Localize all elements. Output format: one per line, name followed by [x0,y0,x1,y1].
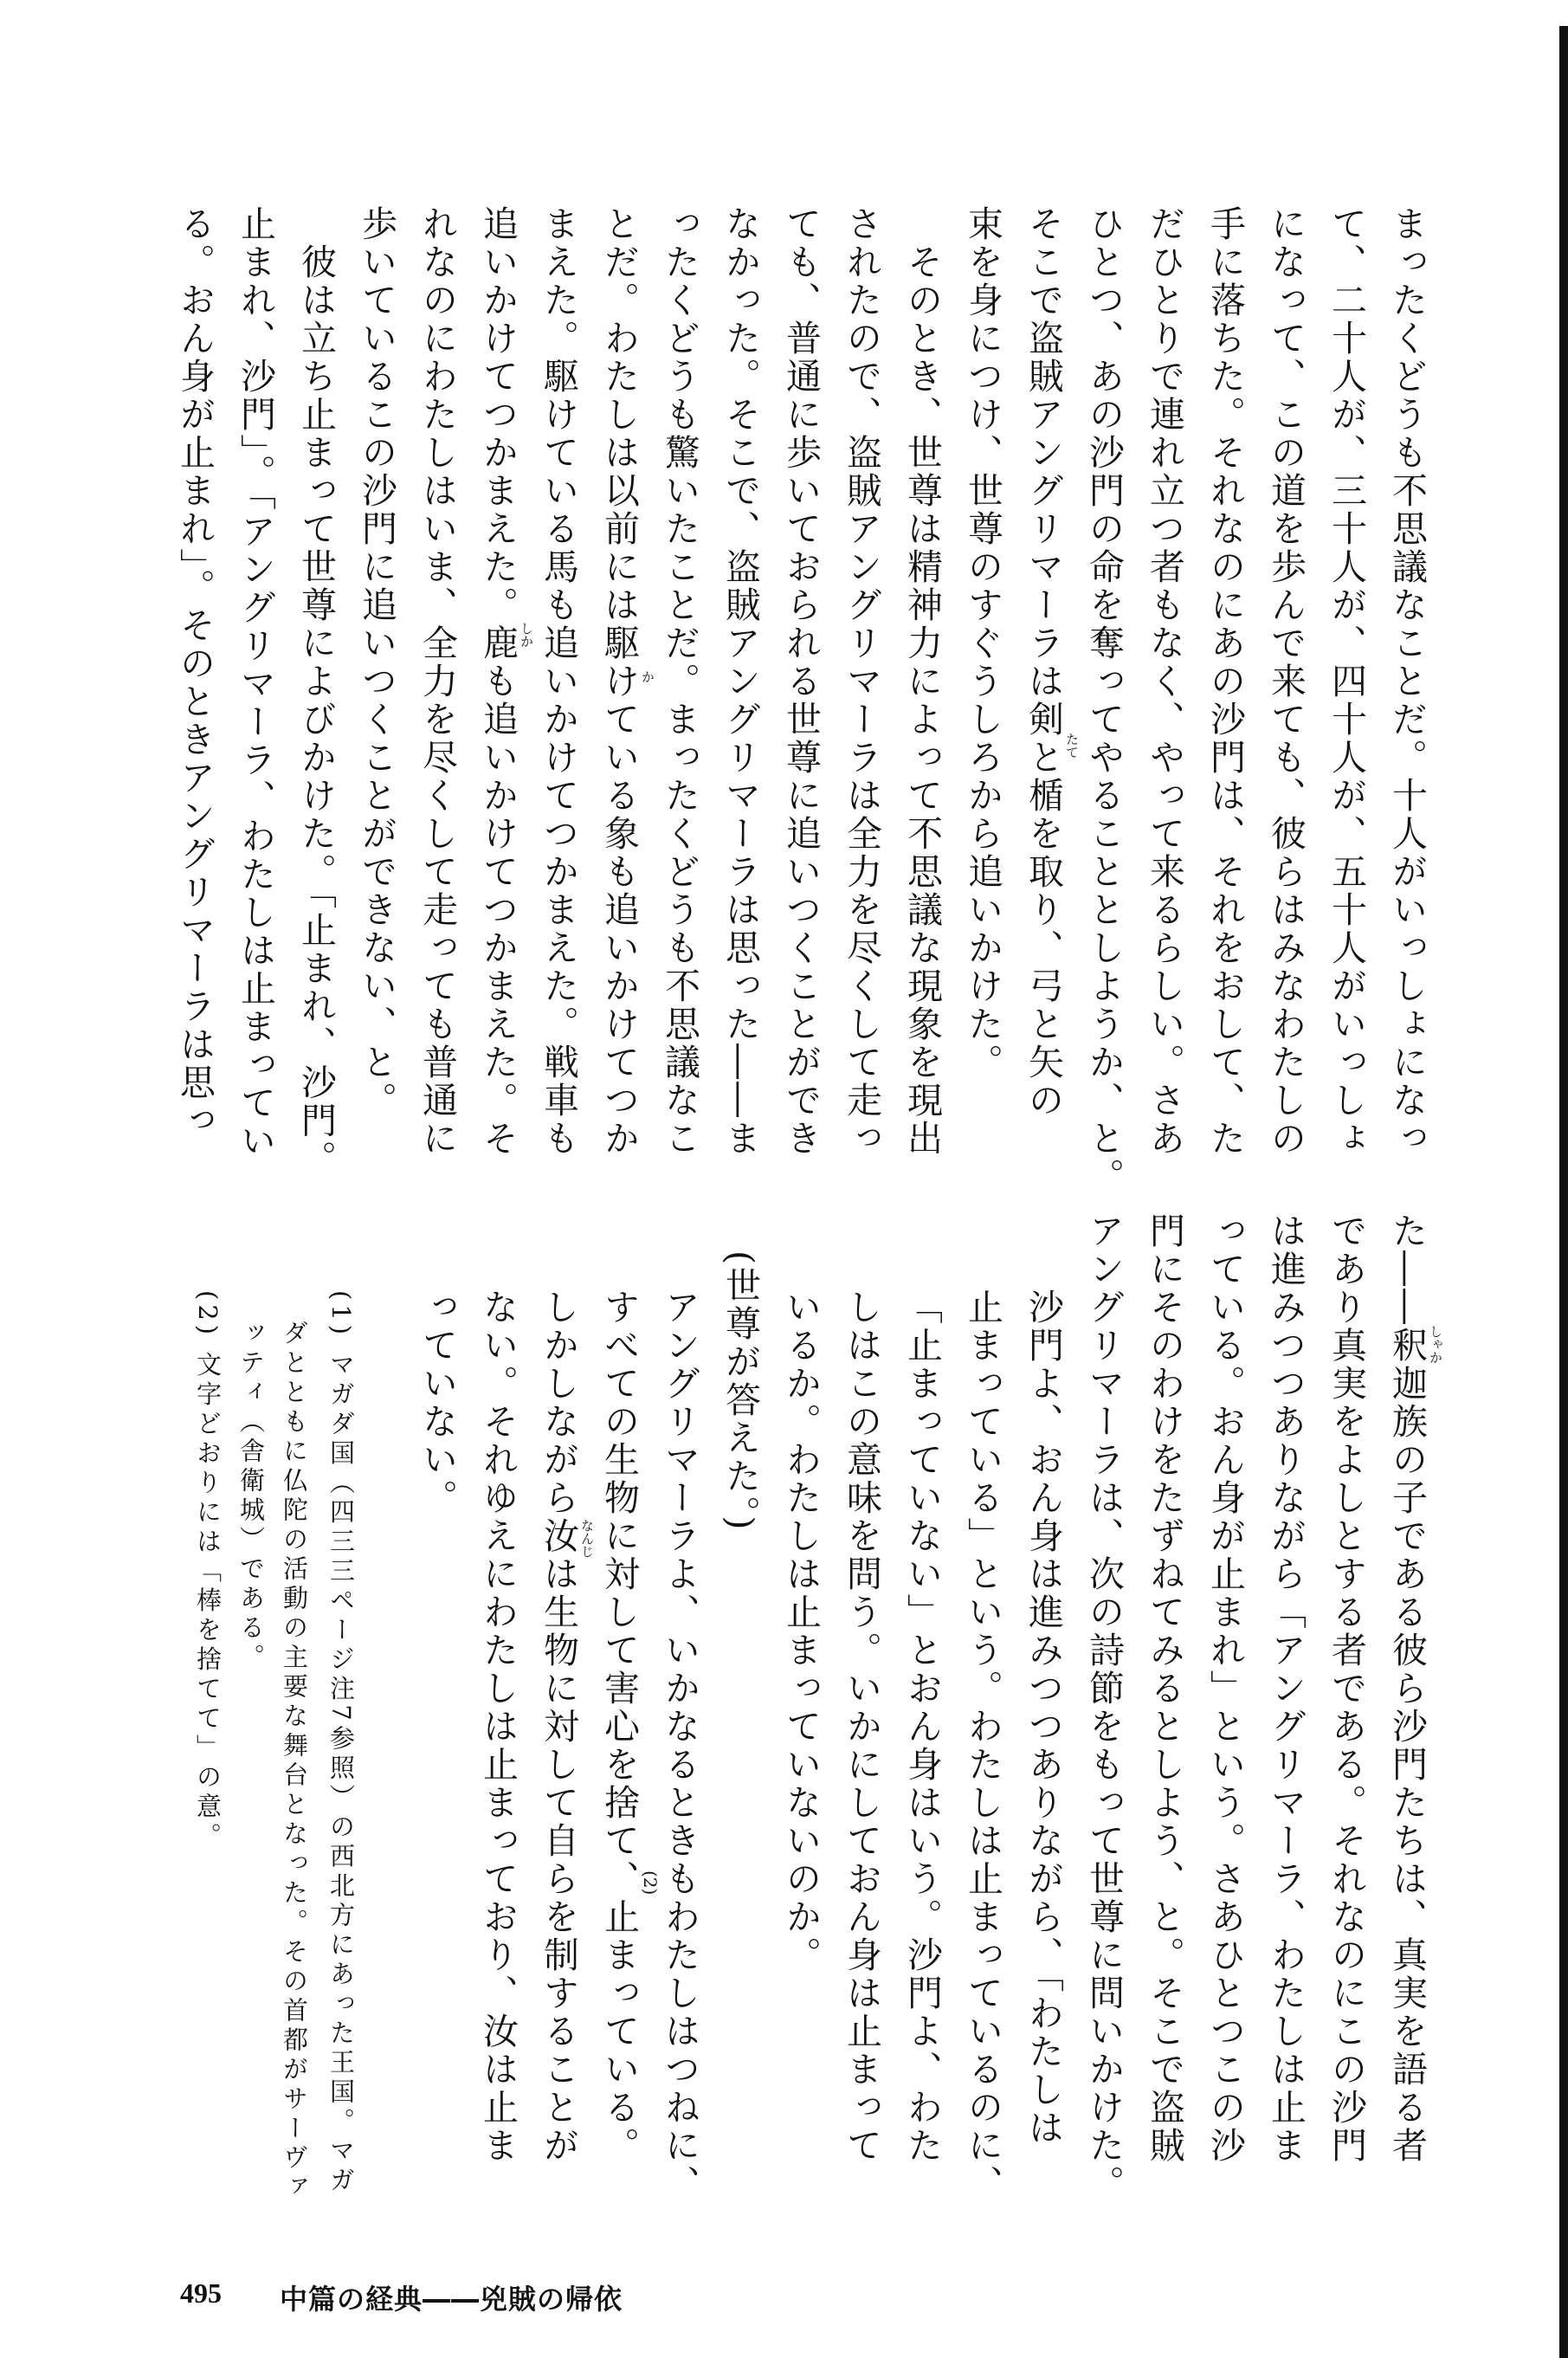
text-column: されたので、盗賊アングリマーラは全力を尽くして走っ [841,205,882,1158]
text-column: 追いかけてつかまえた。鹿も追いかけてつかまえた。そ [477,205,519,1158]
text-column: まったくどうも不思議なことだ。十人がいっしょになっ [1386,205,1428,1158]
footnote-ref-2: (2) [640,1870,661,1896]
text-column: っている。おん身が止まれ」という。さあひとつこの沙 [1204,1212,1246,2165]
footnote-line: ダとともに仏陀の活動の主要な舞台となった。その首都がサーヴァ [280,1320,309,2203]
text-column: 止まれ、沙門」。「アングリマーラ、わたしは止まってい [235,205,276,1160]
text-column: 彼は立ち止まって世尊によびかけた。「止まれ、沙門。 [295,205,337,1179]
verse-column: アングリマーラよ、いかなるときもわたしはつねに、 [659,1289,700,2203]
text-column: は進みつつありながら「アングリマーラ、わたしは止ま [1265,1212,1307,2165]
ruby-shaka: しゃか [1428,1325,1443,1364]
text-column: 門にそのわけをたずねてみるとしよう、と。そこで盗賊 [1144,1212,1185,2165]
verse-column: っていない。 [416,1289,458,1517]
scan-edge-shadow [1559,26,1568,2358]
verse-column: いるか。わたしは止まっていないのか。 [780,1289,822,1974]
page-number: 495 [180,2277,222,2309]
text-column: 手に落ちた。それなのにあの沙門は、それをおして、た [1204,205,1246,1158]
verse-column: 「止まっていない」とおん身はいう。沙門よ、わた [901,1289,943,2165]
footnote-line: ッティ（舎衛城）である。 [236,1320,266,1673]
text-column: た――釈迦族の子である彼ら沙門たちは、真実を語る者 [1386,1212,1428,2165]
verse-column: 沙門よ、おん身は進みつつありながら、「わたしは [1023,1289,1064,2148]
text-column: とだ。わたしは以前には駆けている象も追いかけてつか [598,205,640,1158]
text-column: になって、この道を歩んで来ても、彼らはみなわたしの [1265,205,1307,1158]
text-column: ったくどうも驚いたことだ。まったくどうも不思議なこ [659,205,700,1158]
text-column: なかった。そこで、盗賊アングリマーラは思った――ま [719,205,761,1158]
text-column: だひとりで連れ立つ者もなく、やって来るらしい。さあ [1144,205,1185,1158]
text-column: て、二十人が、三十人が、四十人が、五十人がいっしょ [1326,205,1367,1158]
ruby-shika: しか [519,622,534,648]
text-column: 歩いているこの沙門に追いつくことができない、と。 [356,205,397,1120]
text-column: る。おん身が止まれ」。そのときアングリマーラは思っ [174,205,216,1140]
verse-column: ない。それゆえにわたしは止まっており、汝は止ま [477,1289,519,2165]
text-column: であり真実をよしとする者である。それなのにこの沙門 [1326,1212,1367,2165]
footnote-line: (2) 文字どおりには「棒を捨てて」の意。 [193,1290,223,1852]
running-head: 中篇の経典――兇賊の帰依 [280,2283,623,2316]
verse-column: しかしながら汝は生物に対して自らを制することが [538,1289,579,2165]
text-column: れなのにわたしはいま、全力を尽くして走っても普通に [416,205,458,1158]
footnote-line: (1) マガダ国（四三三ページ注7参照）の西北方にあった王国。マガ [326,1290,356,2196]
text-column: ひとつ、あの沙門の命を奪ってやることとしようか、と。 [1083,205,1125,1196]
ruby-nanji: なんじ [579,1519,595,1558]
verse-column: しはこの意味を問う。いかにしておん身は止まって [841,1289,882,2165]
text-column: まえた。駆けている馬も追いかけてつかまえた。戦車も [538,205,579,1158]
speaker-note: (世尊が答えた。) [719,1250,761,1533]
ruby-tate: たて [1064,733,1080,759]
text-column: 束を身につけ、世尊のすぐうしろから追いかけた。 [962,205,1003,1082]
text-column: そのとき、世尊は精神力によって不思議な現象を現出 [901,205,943,1158]
text-column: そこで盗賊アングリマーラは剣と楯を取り、弓と矢の [1023,205,1064,1120]
text-column: ても、普通に歩いておられる世尊に追いつくことができ [780,205,822,1158]
verse-column: すべての生物に対して害心を捨て、止まっている。 [598,1289,640,2165]
ruby-ka: か [640,670,655,683]
verse-column: 止まっている」という。わたしは止まっているのに、 [962,1289,1003,2203]
text-column: アングリマーラは、次の詩節をもって世尊に問いかけた。 [1083,1212,1125,2203]
